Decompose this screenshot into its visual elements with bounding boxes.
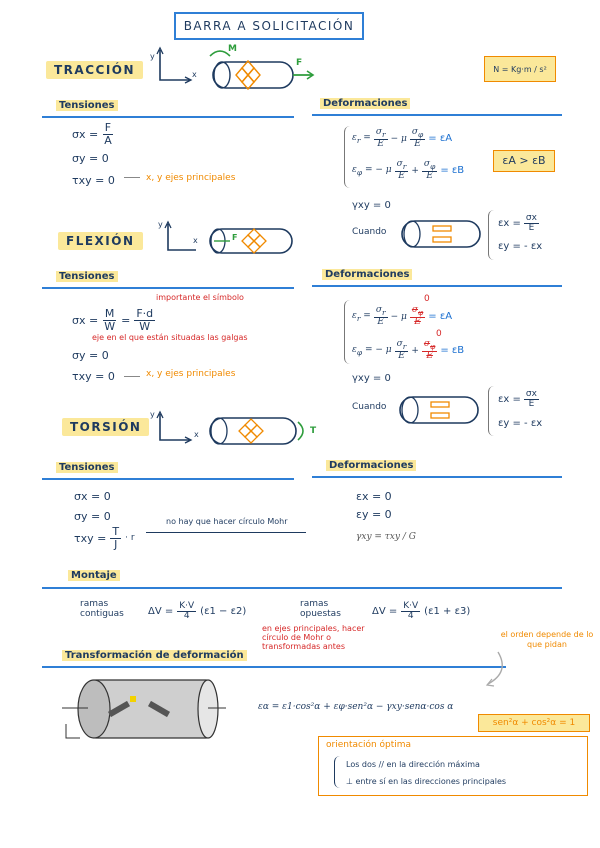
traccion-tensiones-label: Tensiones bbox=[56, 100, 118, 111]
strain-gauge-icon bbox=[239, 419, 263, 443]
order-note: el orden depende de lo que pidan bbox=[500, 630, 594, 649]
principal-axes-mohr-note: en ejes principales, hacer círculo de Mohr o transformadas antes bbox=[262, 624, 365, 652]
axes-icon bbox=[160, 50, 190, 80]
brace bbox=[488, 386, 495, 436]
montaje-heading: Montaje bbox=[68, 570, 120, 581]
flexion-diagram bbox=[158, 218, 298, 260]
rule bbox=[312, 285, 562, 287]
flexion-epsilon-x: εx = $\frac{\sigma x}{E}$ bbox=[498, 389, 537, 410]
axis-y-label: y bbox=[158, 220, 163, 229]
axis-x-label: x bbox=[194, 430, 199, 439]
no-mohr-note: no hay que hacer círculo Mohr bbox=[166, 517, 288, 526]
flexion-tensiones-label: Tensiones bbox=[56, 271, 118, 282]
arrow bbox=[124, 177, 140, 178]
page-title: BARRA A SOLICITACIÓN bbox=[174, 12, 364, 40]
ramas-opuestas-label: ramas opuestas bbox=[300, 599, 341, 619]
flexion-tau-xy: τxy = 0 bbox=[72, 370, 115, 383]
torsion-sigma-x: σx = 0 bbox=[74, 490, 111, 503]
flexion-sigma-y: σy = 0 bbox=[72, 349, 109, 362]
gauge-icon bbox=[433, 226, 451, 231]
rule bbox=[42, 478, 294, 480]
traccion-epsilon-y: εy = - εx bbox=[498, 241, 543, 252]
traccion-cuando-bar bbox=[400, 218, 484, 250]
optimal-orientation-title: orientación óptima bbox=[326, 740, 412, 750]
axes-icon bbox=[66, 724, 80, 738]
zero-mark: 0 bbox=[436, 329, 442, 339]
traccion-cuando: Cuando bbox=[352, 227, 387, 237]
orientation-option-1: Los dos // en la dirección máxima bbox=[346, 760, 480, 769]
zero-mark: 0 bbox=[424, 294, 430, 304]
gauge-icon bbox=[130, 696, 136, 702]
flexion-epsilon-y: εy = - εx bbox=[498, 418, 543, 429]
traccion-eq-a: $\varepsilon_r$ = $\frac{\sigma_r}{E}$ − μ $\frac{\sigma_\varphi}{E}$ = εA bbox=[352, 127, 453, 149]
torsion-diagram bbox=[150, 408, 320, 450]
rule bbox=[42, 587, 562, 589]
axis-x-label: x bbox=[192, 70, 197, 79]
flexion-gamma: γxy = 0 bbox=[352, 373, 391, 384]
dv-opuestas-formula: ΔV = $\frac{K\cdot V}{4}$ (ε1 + ε3) bbox=[372, 601, 471, 622]
gauge-icon bbox=[433, 237, 451, 242]
curve-arrow-icon bbox=[480, 650, 510, 690]
brace bbox=[344, 300, 351, 364]
torsion-heading: TORSIÓN bbox=[62, 418, 149, 436]
gauge-icon bbox=[431, 402, 449, 407]
force-label: F bbox=[232, 233, 238, 242]
transformacion-heading: Transformación de deformación bbox=[62, 650, 247, 661]
ramas-contiguas-label: ramas contiguas bbox=[80, 599, 124, 619]
moment-arrow-icon bbox=[210, 51, 230, 56]
units-box: N = Kg·m / s² bbox=[484, 56, 556, 82]
trig-identity-box: sen²α + cos²α = 1 bbox=[478, 714, 590, 732]
transformation-formula: εα = ε1·cos²α + εφ·sen²α − γxy·senα·cos α bbox=[258, 702, 454, 712]
flexion-eq-b: $\varepsilon_\varphi$ = − μ $\frac{\sigma_r}{E}$ + $\frac{\sigma_\varphi}{E}$ = εB bbox=[352, 339, 465, 361]
arrow bbox=[124, 376, 140, 377]
gauge-icon bbox=[431, 413, 449, 418]
traccion-heading: TRACCIÓN bbox=[46, 61, 143, 79]
rule bbox=[42, 287, 294, 289]
torsion-gamma: γxy = τxy / G bbox=[356, 532, 416, 542]
compare-box: εA > εB bbox=[493, 150, 555, 172]
gauge-cylinder-diagram bbox=[58, 676, 228, 742]
arrow bbox=[146, 532, 306, 533]
traccion-eq-b: $\varepsilon_\varphi$ = − μ $\frac{\sigma_r}{E}$ + $\frac{\sigma_\varphi}{E}$ = εB bbox=[352, 159, 465, 181]
rule bbox=[312, 476, 562, 478]
torque-label: T bbox=[310, 426, 317, 436]
rule bbox=[312, 114, 562, 116]
axis-y-label: y bbox=[150, 52, 155, 61]
flexion-cuando-bar bbox=[398, 394, 482, 426]
torsion-tensiones-label: Tensiones bbox=[56, 462, 118, 473]
flexion-eq-a: $\varepsilon_r$ = $\frac{\sigma_r}{E}$ − μ $\frac{\sigma_\varphi}{E}$ = εA bbox=[352, 305, 453, 327]
traccion-sigma-y: σy = 0 bbox=[72, 152, 109, 165]
traccion-gamma: γxy = 0 bbox=[352, 200, 391, 211]
axis-x-label: x bbox=[193, 236, 198, 245]
torsion-epsilon-x: εx = 0 bbox=[356, 490, 392, 503]
brace bbox=[334, 756, 341, 788]
strain-gauge-icon bbox=[242, 229, 266, 253]
brace bbox=[344, 126, 351, 188]
rule bbox=[42, 116, 294, 118]
gauges-axis-note: eje en el que están situadas las galgas bbox=[92, 333, 248, 342]
axes-icon bbox=[160, 414, 190, 440]
flexion-sigma-x: σx = $\frac{M}{W}$ = $\frac{F\cdot d}{W}$ bbox=[72, 307, 154, 333]
force-label: F bbox=[296, 58, 303, 68]
torsion-sigma-y: σy = 0 bbox=[74, 510, 111, 523]
strain-gauge-icon bbox=[236, 61, 260, 89]
moment-label: M bbox=[228, 44, 237, 54]
torsion-tau-xy: τxy = $\frac{T}{J}$ · r bbox=[74, 525, 135, 551]
axes-icon bbox=[168, 224, 196, 250]
traccion-sigma-x: σx = $\frac{F}{A}$ bbox=[72, 121, 112, 147]
torsion-deformaciones-label: Deformaciones bbox=[326, 460, 416, 471]
flexion-cuando: Cuando bbox=[352, 402, 387, 412]
axis-y-label: y bbox=[150, 410, 155, 419]
orientation-option-2: ⊥ entre sí en las direcciones principales bbox=[346, 777, 507, 786]
rule bbox=[42, 666, 506, 668]
brace bbox=[488, 210, 495, 260]
traccion-deformaciones-label: Deformaciones bbox=[320, 98, 410, 109]
traccion-tau-xy: τxy = 0 bbox=[72, 174, 115, 187]
torsion-epsilon-y: εy = 0 bbox=[356, 508, 392, 521]
traccion-epsilon-x: εx = $\frac{\sigma x}{E}$ bbox=[498, 213, 537, 234]
torque-arrow-icon bbox=[298, 422, 303, 440]
principal-axes-note: x, y ejes principales bbox=[146, 369, 236, 379]
important-symbol-note: importante el símbolo bbox=[156, 293, 244, 302]
flexion-deformaciones-label: Deformaciones bbox=[322, 269, 412, 280]
flexion-heading: FLEXIÓN bbox=[58, 232, 143, 250]
principal-axes-note: x, y ejes principales bbox=[146, 173, 236, 183]
dv-contiguas-formula: ΔV = $\frac{K\cdot V}{4}$ (ε1 − ε2) bbox=[148, 601, 247, 622]
